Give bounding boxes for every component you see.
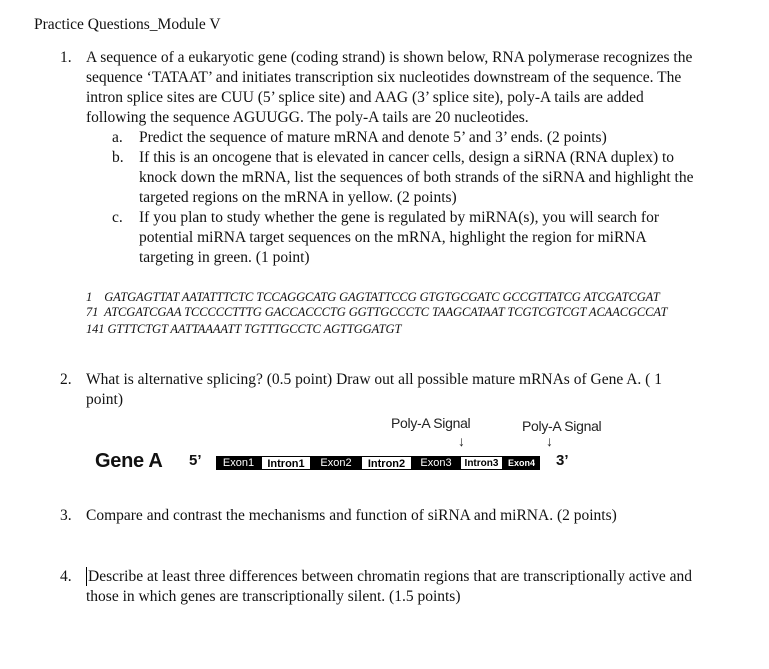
q4-line-2[interactable]: those in which genes are transcriptionally silent. (1.5 points) <box>86 588 461 605</box>
q1c-line-2: potential miRNA target sequences on the mRNA, highlight the region for miRNA <box>139 229 647 246</box>
exon-2-segment: Exon2 <box>311 456 361 470</box>
polya-signal-label-1: Poly-A Signal <box>391 415 471 431</box>
q1b-line-2: knock down the mRNA, list the sequences of both strands of the siRNA and highlight the <box>139 169 694 186</box>
q3-line-1: Compare and contrast the mechanisms and function of siRNA and miRNA. (2 points) <box>86 507 617 524</box>
q4-line-1[interactable]: Describe at least three differences between chromatin regions that are transcriptionally active and <box>88 568 692 585</box>
q2-number: 2. <box>60 371 72 388</box>
sequence-line-3: 141 GTTTCTGT AATTAAAATT TGTTTGCCTC AGTTGGATGT <box>86 322 402 336</box>
intron-1-segment: Intron1 <box>261 456 311 470</box>
down-arrow-icon: ↓ <box>546 433 553 449</box>
text-cursor <box>86 567 87 586</box>
q3-number: 3. <box>60 507 72 524</box>
polya-signal-label-2: Poly-A Signal <box>522 418 602 434</box>
q4-number: 4. <box>60 568 72 585</box>
down-arrow-icon: ↓ <box>458 433 465 449</box>
q1c-line-1: If you plan to study whether the gene is regulated by miRNA(s), you will search for <box>139 209 659 226</box>
q1-line-2: sequence ‘TATAAT’ and initiates transcription six nucleotides downstream of the sequence. The <box>86 69 682 86</box>
exon-3-segment: Exon3 <box>412 456 460 470</box>
intron-2-segment: Intron2 <box>361 456 412 470</box>
page-title: Practice Questions_Module V <box>34 16 221 33</box>
q1c-label: c. <box>112 209 123 226</box>
intron-3-segment: Intron3 <box>460 456 503 470</box>
q1-number: 1. <box>60 49 72 66</box>
q1b-label: b. <box>112 149 124 166</box>
q1-line-3: intron splice sites are CUU (5’ splice site) and AAG (3’ splice site), poly-A tails are added <box>86 89 644 106</box>
q1c-line-3: targeting in green. (1 point) <box>139 249 310 266</box>
q1b-line-1: If this is an oncogene that is elevated in cancer cells, design a siRNA (RNA duplex) to <box>139 149 675 166</box>
q1-line-1: A sequence of a eukaryotic gene (coding strand) is shown below, RNA polymerase recognizes the <box>86 49 693 66</box>
exon-4-segment: Exon4 <box>503 456 540 470</box>
q2-line-1: What is alternative splicing? (0.5 point) Draw out all possible mature mRNAs of Gene A. ( 1 <box>86 371 662 388</box>
gene-structure-bar <box>216 456 540 470</box>
q1b-line-3: targeted regions on the mRNA in yellow. (2 points) <box>139 189 457 206</box>
q1a-label: a. <box>112 129 123 146</box>
sequence-line-1: 1 GATGAGTTAT AATATTTCTC TCCAGGCATG GAGTATTCCG GTGTGCGATC GCCGTTATCG ATCGATCGAT <box>86 290 660 304</box>
gene-label: Gene A <box>95 450 163 472</box>
three-prime-label: 3’ <box>556 452 569 469</box>
q1-line-4: following the sequence AGUUGG. The poly-A tails are 20 nucleotides. <box>86 109 529 126</box>
exon-1-segment: Exon1 <box>216 456 261 470</box>
q2-line-2: point) <box>86 391 124 408</box>
q1a-line-1: Predict the sequence of mature mRNA and denote 5’ and 3’ ends. (2 points) <box>139 129 607 146</box>
sequence-line-2: 71 ATCGATCGAA TCCCCCTTTG GACCACCCTG GGTTGCCCTC TAAGCATAAT TCGTCGTCGT ACAACGCCAT <box>86 305 668 319</box>
five-prime-label: 5’ <box>189 452 202 469</box>
